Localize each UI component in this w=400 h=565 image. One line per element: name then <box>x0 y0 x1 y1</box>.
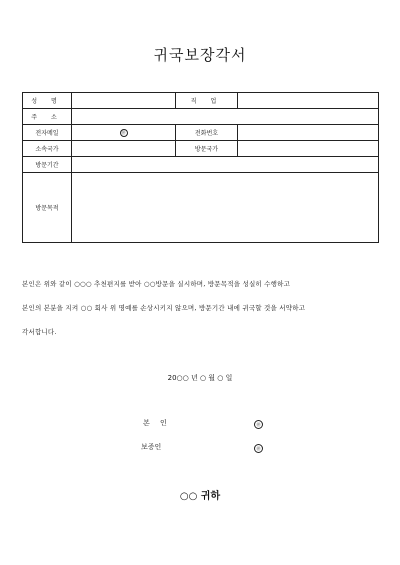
body-paragraph-line-2: 본인의 본분을 지켜 ○○ 회사 위 명예를 손상시키지 않으며, 방문기간 내에 귀국할 것을 서약하고 <box>22 304 306 312</box>
position-value-cell[interactable] <box>238 93 379 109</box>
body-paragraph-line-3: 각서합니다. <box>22 328 57 336</box>
form-row-country <box>23 141 379 157</box>
signer-label: 본 인 <box>143 419 171 427</box>
period-value-cell[interactable] <box>72 157 379 173</box>
document-title: 귀국보장각서 <box>153 46 247 64</box>
form-row-address <box>23 109 379 125</box>
tel-value-cell[interactable] <box>238 125 379 141</box>
form-row-period <box>23 157 379 173</box>
period-label: 방문기간 <box>23 157 72 173</box>
email-label: 전자메일 <box>23 125 72 141</box>
body-paragraph-line-1: 본인은 위와 같이 ○○○ 추천편지를 받아 ○○방문을 실시하며, 방문목적을 성실히 수행하고 <box>22 280 291 288</box>
tel-label: 전화번호 <box>176 125 238 141</box>
guarantor-seal-icon: ㊞ <box>254 444 263 453</box>
visit-country-value-cell[interactable] <box>238 141 379 157</box>
country-value-cell[interactable] <box>72 141 176 157</box>
position-label: 직 업 <box>176 93 238 109</box>
form-row-purpose <box>23 173 379 243</box>
form-row-email <box>23 125 379 141</box>
name-value-cell[interactable] <box>72 93 176 109</box>
address-label: 주 소 <box>23 109 72 125</box>
date-line: 20○○ 년 ○ 월 ○ 일 <box>167 374 233 382</box>
name-label: 성 명 <box>23 93 72 109</box>
purpose-label: 방문목적 <box>23 173 72 243</box>
info-form-table <box>22 92 379 243</box>
purpose-value-cell[interactable] <box>72 173 379 243</box>
guarantor-label: 보증인 <box>141 443 162 451</box>
form-row-name <box>23 93 379 109</box>
email-value-cell[interactable] <box>72 125 176 141</box>
visit-country-label: 방문국가 <box>176 141 238 157</box>
closing-recipient: ○○ 귀하 <box>179 491 221 502</box>
country-label: 소속국가 <box>23 141 72 157</box>
address-value-cell[interactable] <box>72 109 379 125</box>
signer-seal-icon: ㊞ <box>254 420 263 429</box>
seal-mark-icon: ㊞ <box>121 129 126 135</box>
